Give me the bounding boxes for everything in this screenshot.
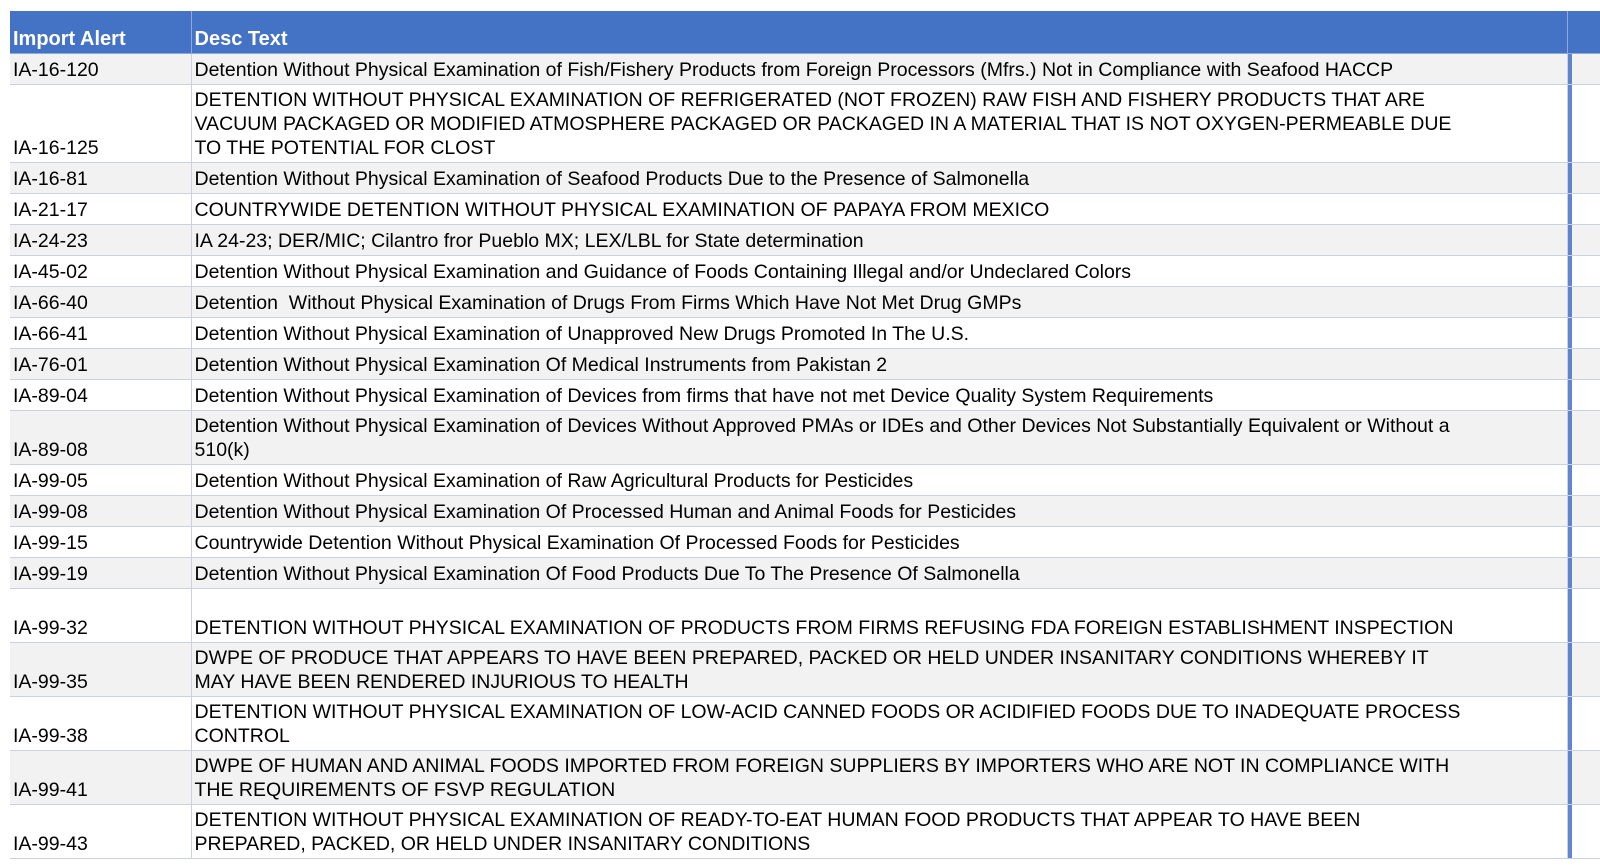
- cell-import-alert[interactable]: IA-99-08: [10, 496, 191, 527]
- cell-desc-text[interactable]: Detention Without Physical Examination and Guidance of Foods Containing Illegal and/or Undeclared Colors: [191, 256, 1567, 287]
- cell-desc-text[interactable]: COUNTRYWIDE DETENTION WITHOUT PHYSICAL EXAMINATION OF PAPAYA FROM MEXICO: [191, 194, 1567, 225]
- table-row: [10, 54, 1600, 85]
- table-row: [10, 751, 1600, 805]
- table-row: [10, 163, 1600, 194]
- table-row: [10, 527, 1600, 558]
- table-row: [10, 349, 1600, 380]
- cell-desc-text[interactable]: Detention Without Physical Examination of Unapproved New Drugs Promoted In The U.S.: [191, 318, 1567, 349]
- cell-import-alert[interactable]: IA-16-125: [10, 85, 191, 163]
- cell-import-alert[interactable]: IA-66-41: [10, 318, 191, 349]
- cell-desc-text[interactable]: Detention Without Physical Examination of Devices Without Approved PMAs or IDEs and Other Devices Not Substantially Equivalent or Without a 510(k): [191, 411, 1567, 465]
- column-header-empty[interactable]: [1567, 11, 1600, 54]
- cell-empty[interactable]: [1567, 349, 1600, 380]
- cell-import-alert[interactable]: IA-66-40: [10, 287, 191, 318]
- table-row: [10, 85, 1600, 163]
- spreadsheet-grid: [10, 11, 1600, 859]
- cell-import-alert[interactable]: IA-21-17: [10, 194, 191, 225]
- cell-empty[interactable]: [1567, 54, 1600, 85]
- cell-desc-text[interactable]: DETENTION WITHOUT PHYSICAL EXAMINATION OF READY-TO-EAT HUMAN FOOD PRODUCTS THAT APPEAR TO HAVE BEEN PREPARED, PACKED, OR HELD UNDER INSANITARY CONDITIONS: [191, 805, 1567, 859]
- header-row: [10, 11, 1600, 54]
- cell-import-alert[interactable]: IA-99-32: [10, 589, 191, 643]
- cell-import-alert[interactable]: IA-99-38: [10, 697, 191, 751]
- cell-desc-text[interactable]: DETENTION WITHOUT PHYSICAL EXAMINATION OF LOW-ACID CANNED FOODS OR ACIDIFIED FOODS DUE TO INADEQUATE PROCESS CONTROL: [191, 697, 1567, 751]
- cell-empty[interactable]: [1567, 527, 1600, 558]
- table-row: [10, 465, 1600, 496]
- cell-empty[interactable]: [1567, 751, 1600, 805]
- cell-empty[interactable]: [1567, 697, 1600, 751]
- cell-desc-text[interactable]: IA 24-23; DER/MIC; Cilantro fror Pueblo MX; LEX/LBL for State determination: [191, 225, 1567, 256]
- cell-desc-text[interactable]: DWPE OF PRODUCE THAT APPEARS TO HAVE BEEN PREPARED, PACKED OR HELD UNDER INSANITARY CONDITIONS WHEREBY IT MAY HAVE BEEN RENDERED INJURIOUS TO HEALTH: [191, 643, 1567, 697]
- table-row: [10, 411, 1600, 465]
- cell-empty[interactable]: [1567, 380, 1600, 411]
- cell-desc-text[interactable]: Detention Without Physical Examination of Raw Agricultural Products for Pesticides: [191, 465, 1567, 496]
- cell-desc-text[interactable]: Detention Without Physical Examination Of Medical Instruments from Pakistan 2: [191, 349, 1567, 380]
- cell-desc-text[interactable]: Detention Without Physical Examination of Fish/Fishery Products from Foreign Processors (Mfrs.) Not in Compliance with Seafood HACCP: [191, 54, 1567, 85]
- cell-empty[interactable]: [1567, 318, 1600, 349]
- cell-import-alert[interactable]: IA-45-02: [10, 256, 191, 287]
- cell-desc-text[interactable]: Detention Without Physical Examination of Drugs From Firms Which Have Not Met Drug GMPs: [191, 287, 1567, 318]
- table-row: [10, 256, 1600, 287]
- cell-empty[interactable]: [1567, 85, 1600, 163]
- cell-empty[interactable]: [1567, 256, 1600, 287]
- cell-empty[interactable]: [1567, 496, 1600, 527]
- table-row: [10, 194, 1600, 225]
- table-row: [10, 287, 1600, 318]
- cell-import-alert[interactable]: IA-89-08: [10, 411, 191, 465]
- cell-empty[interactable]: [1567, 225, 1600, 256]
- cell-empty[interactable]: [1567, 465, 1600, 496]
- import-alert-table: [10, 11, 1600, 859]
- table-row: [10, 558, 1600, 589]
- table-row: [10, 697, 1600, 751]
- cell-empty[interactable]: [1567, 558, 1600, 589]
- table-row: [10, 225, 1600, 256]
- cell-import-alert[interactable]: IA-99-43: [10, 805, 191, 859]
- cell-desc-text[interactable]: Detention Without Physical Examination of Devices from firms that have not met Device Quality System Requirements: [191, 380, 1567, 411]
- table-row: [10, 643, 1600, 697]
- cell-import-alert[interactable]: IA-99-15: [10, 527, 191, 558]
- cell-import-alert[interactable]: IA-24-23: [10, 225, 191, 256]
- cell-desc-text[interactable]: DETENTION WITHOUT PHYSICAL EXAMINATION OF REFRIGERATED (NOT FROZEN) RAW FISH AND FISHERY PRODUCTS THAT ARE VACUUM PACKAGED OR MODIFIED ATMOSPHERE PACKAGED OR PACKAGED IN A MATERIAL THAT IS NOT OXYGEN-PERMEABLE DUE TO THE POTENTIAL FOR CLOST: [191, 85, 1567, 163]
- cell-import-alert[interactable]: IA-89-04: [10, 380, 191, 411]
- cell-import-alert[interactable]: IA-16-120: [10, 54, 191, 85]
- cell-import-alert[interactable]: IA-76-01: [10, 349, 191, 380]
- table-row: [10, 805, 1600, 859]
- cell-import-alert[interactable]: IA-99-35: [10, 643, 191, 697]
- cell-empty[interactable]: [1567, 194, 1600, 225]
- cell-empty[interactable]: [1567, 163, 1600, 194]
- table-row: [10, 496, 1600, 527]
- cell-import-alert[interactable]: IA-16-81: [10, 163, 191, 194]
- cell-desc-text[interactable]: Countrywide Detention Without Physical Examination Of Processed Foods for Pesticides: [191, 527, 1567, 558]
- table-row: [10, 589, 1600, 643]
- cell-empty[interactable]: [1567, 287, 1600, 318]
- column-header-desc-text[interactable]: Desc Text: [191, 11, 1567, 54]
- cell-desc-text[interactable]: Detention Without Physical Examination Of Processed Human and Animal Foods for Pesticides: [191, 496, 1567, 527]
- cell-desc-text[interactable]: Detention Without Physical Examination of Seafood Products Due to the Presence of Salmonella: [191, 163, 1567, 194]
- cell-empty[interactable]: [1567, 411, 1600, 465]
- cell-empty[interactable]: [1567, 643, 1600, 697]
- cell-desc-text[interactable]: Detention Without Physical Examination Of Food Products Due To The Presence Of Salmonella: [191, 558, 1567, 589]
- table-row: [10, 380, 1600, 411]
- table-row: [10, 318, 1600, 349]
- cell-import-alert[interactable]: IA-99-41: [10, 751, 191, 805]
- cell-empty[interactable]: [1567, 589, 1600, 643]
- cell-empty[interactable]: [1567, 805, 1600, 859]
- cell-desc-text[interactable]: DETENTION WITHOUT PHYSICAL EXAMINATION OF PRODUCTS FROM FIRMS REFUSING FDA FOREIGN ESTABLISHMENT INSPECTION: [191, 589, 1567, 643]
- cell-import-alert[interactable]: IA-99-05: [10, 465, 191, 496]
- cell-desc-text[interactable]: DWPE OF HUMAN AND ANIMAL FOODS IMPORTED FROM FOREIGN SUPPLIERS BY IMPORTERS WHO ARE NOT IN COMPLIANCE WITH THE REQUIREMENTS OF FSVP REGULATION: [191, 751, 1567, 805]
- column-header-import-alert[interactable]: Import Alert: [10, 11, 191, 54]
- cell-import-alert[interactable]: IA-99-19: [10, 558, 191, 589]
